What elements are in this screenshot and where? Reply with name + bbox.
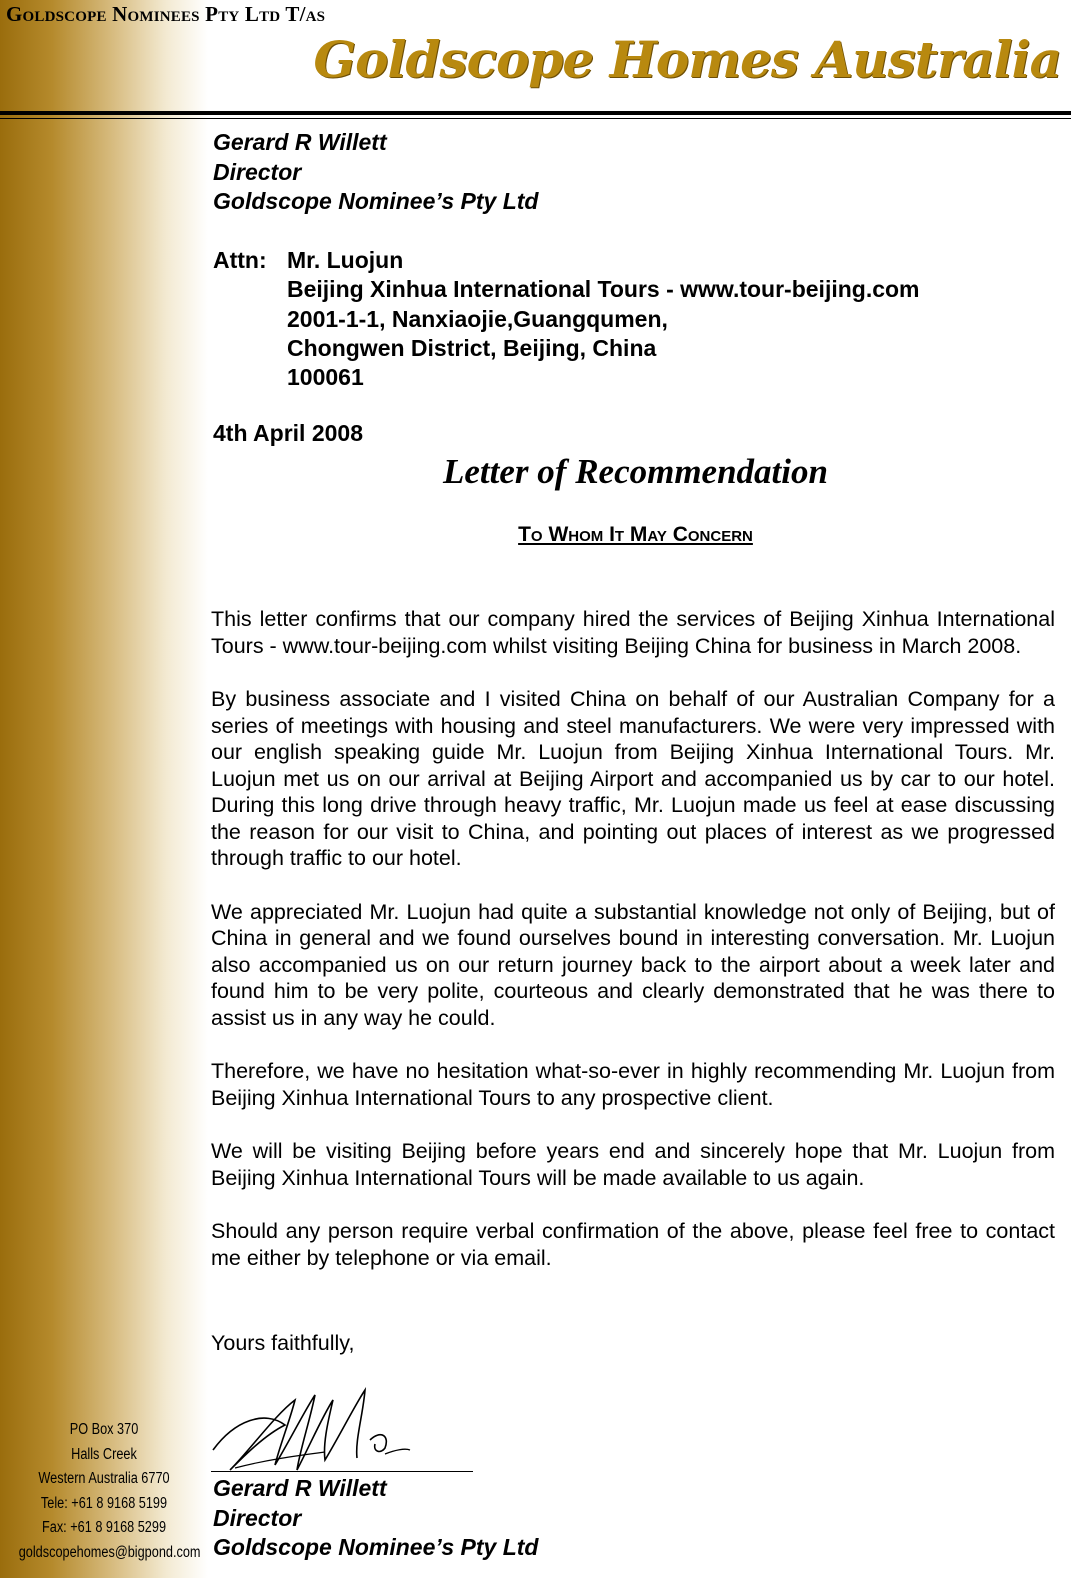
signer-title: Director xyxy=(213,1504,302,1531)
recipient-name: Mr. Luojun xyxy=(287,247,404,273)
contact-phone: Tele: +61 8 9168 5199 xyxy=(40,1494,168,1512)
contact-details xyxy=(18,1418,201,1566)
handwritten-signature xyxy=(205,1380,445,1480)
body-paragraph: By business associate and I visited China on behalf of our Australian Company for a series of meetings with housing and steel manufacturers. We were very impressed with our english speaking guide Mr. Luojun from Beijing Xinhua International Tours. Mr. Luojun met us on our arrival at Beijing Airport and accompanied us by car to our hotel. During this long drive through heavy traffic, Mr. Luojun made us feel at ease discussing the reason for our visit to China, and pointing out places of interest as we progressed through traffic to our hotel. xyxy=(211,687,1055,870)
sender-block xyxy=(213,128,538,217)
contact-state: Western Australia 6770 xyxy=(38,1470,170,1488)
letter-date: 4th April 2008 xyxy=(213,420,363,446)
signer-block xyxy=(213,1474,538,1563)
body-paragraph: We will be visiting Beijing before years end and sincerely hope that Mr. Luojun from Beijing Xinhua International Tours will be made available to us again. xyxy=(211,1139,1055,1190)
letter-body xyxy=(211,606,1055,1298)
recipient-district: Chongwen District, Beijing, China xyxy=(287,334,657,361)
brand-logo: Goldscope Homes Australia xyxy=(313,30,1061,89)
body-paragraph: This letter confirms that our company hired the services of Beijing Xinhua International Tours - www.tour-beijing.com whilst visiting Beijing China for business in March 2008. xyxy=(211,607,1055,658)
signer-company: Goldscope Nominee’s Pty Ltd xyxy=(213,1534,539,1560)
attn-label: Attn: xyxy=(213,247,267,273)
signature-line xyxy=(211,1471,473,1472)
sender-name: Gerard R Willett xyxy=(213,129,387,155)
company-header: Goldscope Nominees Pty Ltd T/as xyxy=(6,2,326,26)
recipient-postcode: 100061 xyxy=(287,364,364,391)
recipient-company: Beijing Xinhua International Tours - www.tour-beijing.com xyxy=(287,276,920,303)
header-rule-thin xyxy=(0,118,1071,119)
gold-gradient-sidebar xyxy=(0,0,208,1578)
body-paragraph: Therefore, we have no hesitation what-so-ever in highly recommending Mr. Luojun from Beijing Xinhua International Tours to any prospective client. xyxy=(211,1059,1055,1110)
body-paragraph: Should any person require verbal confirmation of the above, please feel free to contact me either by telephone or via email. xyxy=(211,1219,1055,1270)
recipient-address xyxy=(287,246,920,392)
contact-fax: Fax: +61 8 9168 5299 xyxy=(41,1519,167,1537)
sender-title: Director xyxy=(213,158,302,185)
header-rule xyxy=(0,111,1071,115)
sender-company: Goldscope Nominee’s Pty Ltd xyxy=(213,188,539,214)
signer-name: Gerard R Willett xyxy=(213,1475,387,1501)
closing: Yours faithfully, xyxy=(211,1331,355,1355)
contact-email: goldscopehomes@bigpond.com xyxy=(18,1543,201,1561)
recipient-street: 2001-1-1, Nanxiaojie,Guangqumen, xyxy=(287,305,668,332)
contact-town: Halls Creek xyxy=(71,1445,137,1463)
letter-title: Letter of Recommendation xyxy=(443,452,828,491)
contact-po-box: PO Box 370 xyxy=(69,1421,139,1438)
salutation: To Whom It May Concern xyxy=(518,523,753,546)
body-paragraph: We appreciated Mr. Luojun had quite a substantial knowledge not only of Beijing, but of China in general and we found ourselves bound in interesting conversation. Mr. Luojun also accompanied us on our return journey back to the airport about a week later and found him to be very polite, courteous and clearly demonstrated that he was there to assist us in any way he could. xyxy=(211,899,1055,1030)
